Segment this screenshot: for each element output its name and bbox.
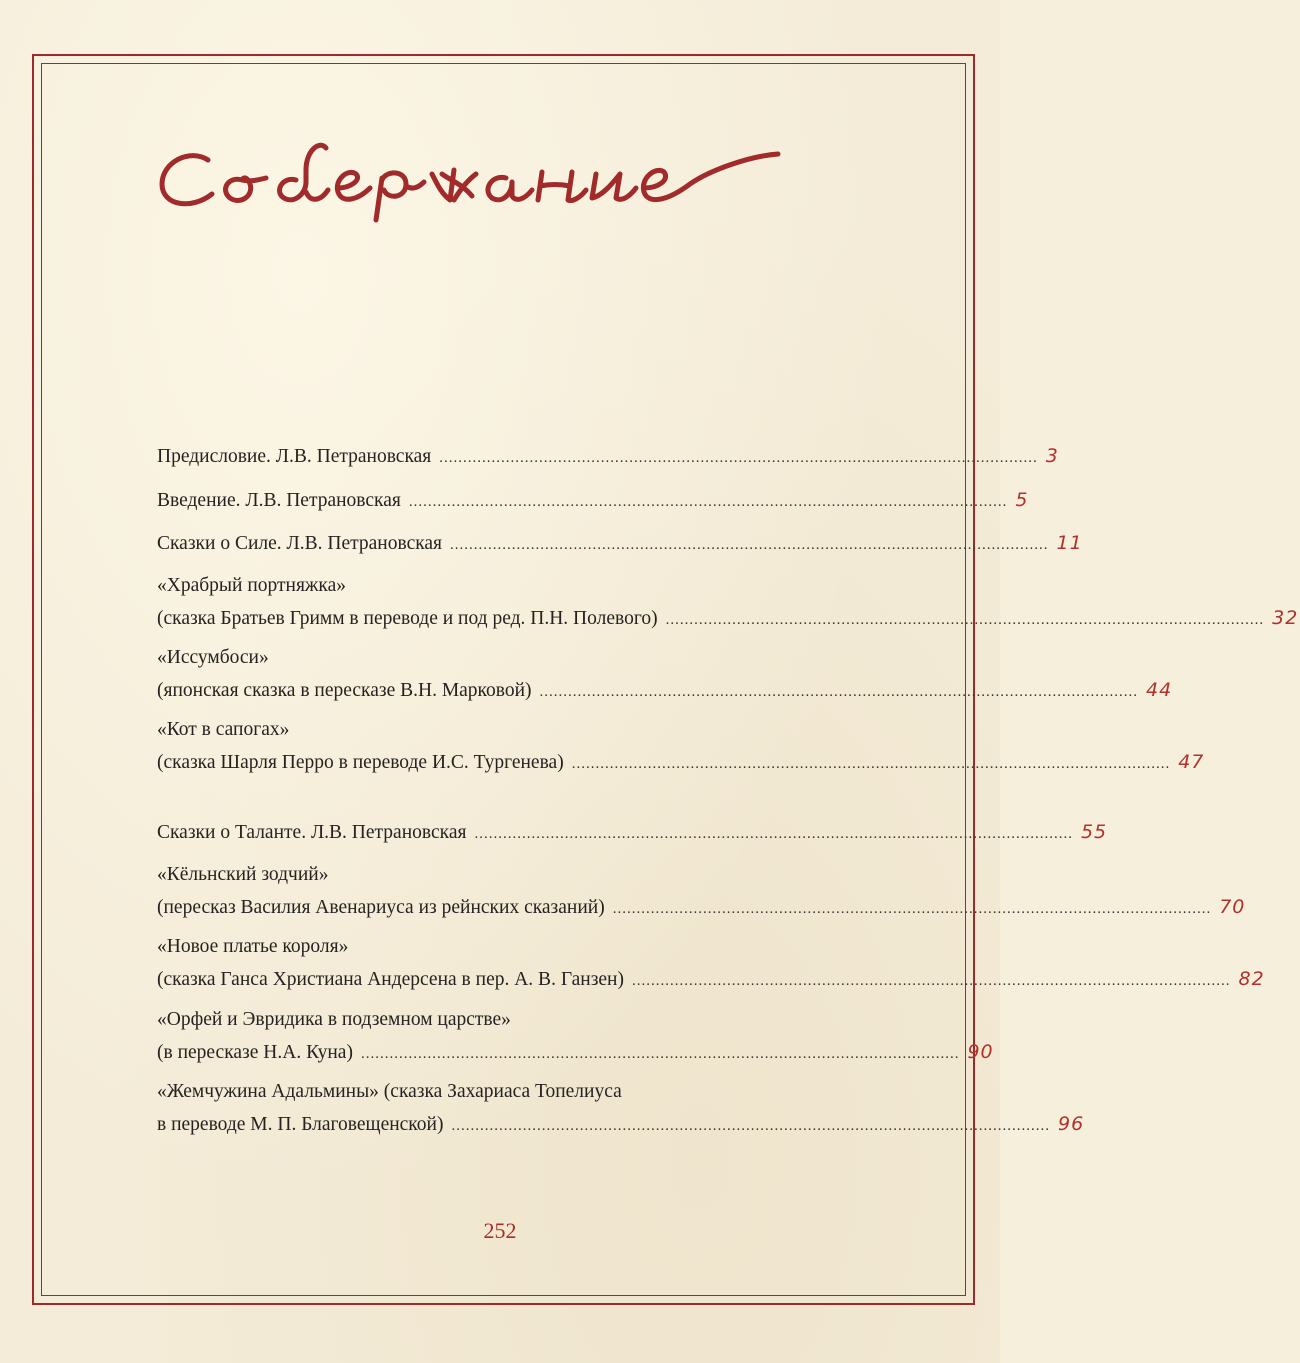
toc-entry-issumbosi[interactable] bbox=[157, 642, 1173, 706]
page-number: 252 bbox=[483, 1218, 517, 1243]
toc-page-number: 3 bbox=[1045, 445, 1059, 467]
toc-entry-title: Сказки о Силе. Л.В. Петрановская bbox=[157, 533, 443, 554]
toc-entry-title: «Храбрый портняжка» bbox=[157, 575, 346, 596]
toc-entry-subtitle: (пересказ Василия Авенариуса из рейнских сказаний) bbox=[157, 897, 605, 918]
toc-entry-subtitle: (сказка Ганса Христиана Андерсена в пер. А. В. Ганзен) bbox=[157, 969, 624, 990]
toc-entry-tales-of-strength[interactable] bbox=[157, 527, 1083, 559]
dot-leader: .............................................................................................................................. bbox=[408, 494, 1008, 510]
toc-page-number: 32 bbox=[1272, 607, 1299, 629]
toc-entry-subtitle: (сказка Братьев Гримм в переводе и под ред. П.Н. Полевого) bbox=[157, 608, 658, 629]
toc-page-number: 96 bbox=[1057, 1113, 1085, 1135]
toc-entry-adalmina-pearl[interactable] bbox=[157, 1076, 1085, 1140]
toc-entry-title: Предисловие. Л.В. Петрановская bbox=[157, 446, 432, 467]
toc-entry-title: «Кот в сапогах» bbox=[157, 719, 290, 740]
dot-leader: .............................................................................................................................. bbox=[439, 450, 1038, 466]
toc-entry-cologne-architect[interactable] bbox=[157, 859, 1246, 923]
dot-leader: .............................................................................................................................. bbox=[450, 537, 1049, 553]
toc-page-number: 55 bbox=[1080, 821, 1108, 843]
dot-leader: .............................................................................................................................. bbox=[451, 1118, 1050, 1134]
title-heading-script bbox=[150, 110, 790, 230]
toc-page-number: 82 bbox=[1238, 968, 1265, 990]
toc-entry-puss-in-boots[interactable] bbox=[157, 714, 1205, 778]
dot-leader: .............................................................................................................................. bbox=[474, 826, 1073, 842]
toc-entry-emperors-new-clothes[interactable] bbox=[157, 931, 1265, 995]
toc-entry-title: «Кёльнский зодчий» bbox=[157, 864, 329, 885]
dot-leader: .............................................................................................................................. bbox=[571, 756, 1171, 772]
toc-entry-title: Введение. Л.В. Петрановская bbox=[157, 490, 401, 511]
toc-page-number: 47 bbox=[1178, 751, 1205, 773]
toc-entry-subtitle: (японская сказка в пересказе В.Н. Марковой) bbox=[157, 680, 532, 701]
toc-entry-brave-tailor[interactable] bbox=[157, 570, 1299, 634]
dot-leader: .............................................................................................................................. bbox=[539, 684, 1139, 700]
toc-entry-subtitle: (сказка Шарля Перро в переводе И.С. Тургенева) bbox=[157, 752, 564, 773]
toc-entry-title: «Новое платье короля» bbox=[157, 936, 349, 957]
dot-leader: .............................................................................................................................. bbox=[360, 1046, 960, 1062]
toc-page-number: 5 bbox=[1015, 489, 1029, 511]
toc-entry-tales-of-talent[interactable] bbox=[157, 816, 1108, 848]
toc-entry-orpheus-eurydice[interactable] bbox=[157, 1004, 994, 1068]
toc-page-number: 90 bbox=[967, 1041, 994, 1063]
dot-leader: .............................................................................................................................. bbox=[612, 901, 1212, 917]
toc-entry-title: «Орфей и Эвридика в подземном царстве» bbox=[157, 1009, 511, 1030]
toc-page-number: 70 bbox=[1219, 896, 1246, 918]
toc-entry-subtitle: в переводе М. П. Благовещенской) bbox=[157, 1114, 444, 1135]
toc-entry-title: «Жемчужина Адальмины» (сказка Захариаса Топелиуса bbox=[157, 1081, 622, 1102]
toc-entry-subtitle: (в пересказе Н.А. Куна) bbox=[157, 1042, 353, 1063]
toc-entry-introduction[interactable] bbox=[157, 484, 1029, 516]
toc-page-number: 44 bbox=[1146, 679, 1173, 701]
toc-page-number: 11 bbox=[1056, 532, 1083, 554]
toc-entry-title: Сказки о Таланте. Л.В. Петрановская bbox=[157, 822, 467, 843]
toc-entry-title: «Иссумбоси» bbox=[157, 647, 269, 668]
dot-leader: .............................................................................................................................. bbox=[665, 612, 1265, 628]
dot-leader: .............................................................................................................................. bbox=[631, 973, 1231, 989]
toc-entry-preface[interactable] bbox=[157, 440, 1059, 472]
